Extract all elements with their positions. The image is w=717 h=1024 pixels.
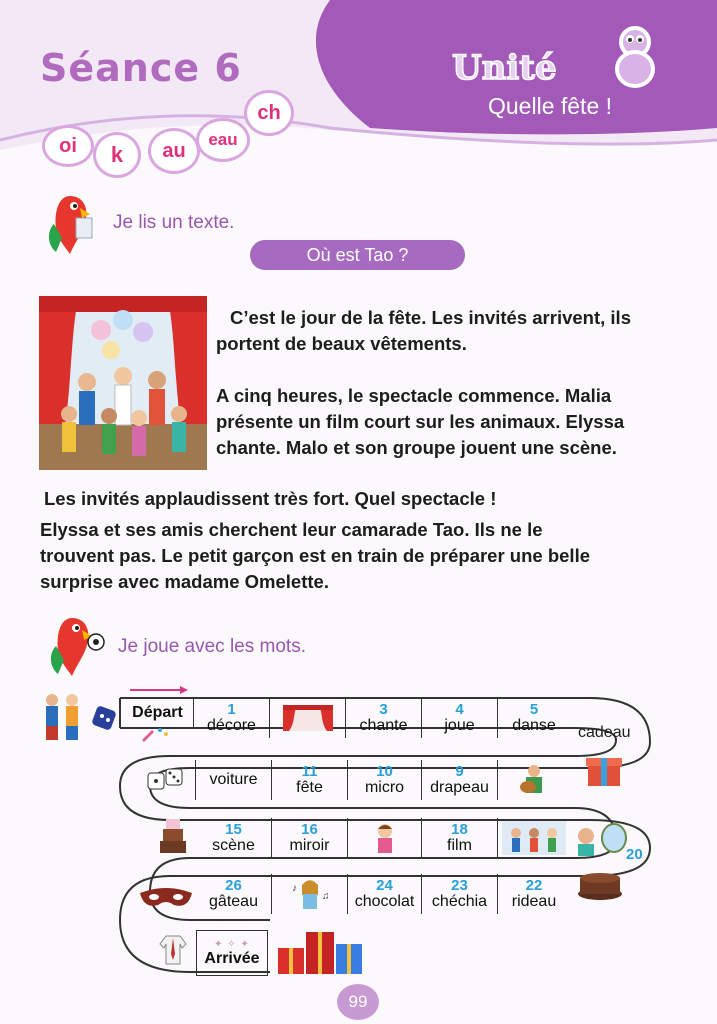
cell-number: 24 bbox=[376, 876, 393, 894]
svg-text:♪: ♪ bbox=[291, 883, 297, 894]
cell-word: scène bbox=[212, 836, 255, 854]
cell-word: joue bbox=[444, 716, 475, 734]
band-icon bbox=[502, 821, 566, 855]
board-cell-10 bbox=[348, 760, 422, 800]
board-cell-26 bbox=[196, 874, 272, 914]
guitar-player-icon bbox=[514, 763, 554, 797]
reading-section-title: Je lis un texte. bbox=[113, 212, 235, 233]
cell-word: gâteau bbox=[209, 892, 258, 910]
cell-word: micro bbox=[364, 778, 405, 796]
cell-number: 3 bbox=[379, 700, 388, 718]
board-cell-cadeau: cadeau bbox=[578, 724, 631, 741]
board-cell-mask bbox=[136, 878, 196, 918]
board-cell-17 bbox=[348, 818, 422, 858]
cell-number: 5 bbox=[529, 700, 539, 718]
sound-bubble-k: k bbox=[93, 132, 141, 178]
start-arrow-head bbox=[180, 686, 188, 694]
game-section-title: Je joue avec les mots. bbox=[118, 636, 306, 657]
board-cell-finish bbox=[196, 930, 268, 976]
unit-number: 8 bbox=[635, 80, 636, 81]
gift-icon bbox=[584, 748, 624, 788]
cell-number: 26 bbox=[225, 876, 242, 894]
board-cell-3 bbox=[346, 698, 422, 738]
cell-word: drapeau bbox=[430, 778, 489, 796]
party-stage-illustration bbox=[39, 296, 207, 470]
story-paragraph-4: Elyssa et ses amis cherchent leur camarade Tao. Ils ne le trouvent pas. Le petit garçon est en train de préparer une belle surprise avec madame Omelette. bbox=[40, 519, 590, 592]
story-paragraph-2: A cinq heures, le spectacle commence. Malia présente un film court sur les animaux. Elyssa chante. Malo et son groupe jouent une scène. bbox=[216, 385, 625, 458]
cell-number: 1 bbox=[227, 700, 236, 718]
cell-number: 11 bbox=[301, 762, 318, 780]
cell-number: 16 bbox=[301, 820, 318, 838]
shirt-icon bbox=[158, 934, 188, 966]
mask-icon bbox=[138, 885, 194, 911]
board-cell-1 bbox=[194, 698, 270, 738]
board-cell-16 bbox=[272, 818, 348, 858]
seance-title: Séance 6 bbox=[40, 46, 242, 90]
board-cell-8 bbox=[498, 760, 570, 800]
story-paragraph-3: Les invités applaudissent très fort. Quel spectacle ! bbox=[44, 488, 497, 509]
board-cell-25 bbox=[272, 874, 348, 914]
cell-number: 23 bbox=[451, 876, 468, 894]
board-cell-4 bbox=[422, 698, 498, 738]
sound-bubble-au: au bbox=[148, 128, 200, 174]
board-cell-shirt bbox=[150, 930, 196, 970]
story-paragraph-1: C’est le jour de la fête. Les invités arrivent, ils portent de beaux vêtements. bbox=[216, 307, 631, 354]
board-cell-start bbox=[122, 698, 194, 728]
board-cell-5 bbox=[498, 698, 570, 738]
page-number: 99 bbox=[337, 984, 379, 1020]
confetti-icon: ✦ ✧ ✦ bbox=[214, 938, 250, 950]
sound-bubble-ch: ch bbox=[244, 90, 294, 136]
cake-icon bbox=[156, 815, 190, 855]
stage-icon bbox=[281, 703, 335, 733]
children-players-icon bbox=[40, 690, 124, 748]
board-cell-23 bbox=[422, 874, 498, 914]
cell-word: chante bbox=[359, 716, 408, 734]
board-cell-20-number: 20 bbox=[626, 846, 643, 863]
parrot-reading-icon bbox=[40, 188, 100, 260]
unit-theme: Quelle fête ! bbox=[488, 93, 613, 119]
unit-label: Unité bbox=[452, 48, 557, 88]
board-cell-24 bbox=[348, 874, 422, 914]
gifts-pile-icon bbox=[276, 926, 364, 976]
story-title: Où est Tao ? bbox=[250, 240, 465, 270]
cell-word: décore bbox=[207, 716, 256, 734]
cell-word: film bbox=[447, 836, 472, 854]
girl-icon bbox=[370, 821, 400, 855]
board-cell-dice bbox=[136, 760, 196, 800]
cell-number: 4 bbox=[455, 700, 464, 718]
board-cell-9 bbox=[422, 760, 498, 800]
cell-word: miroir bbox=[289, 836, 330, 854]
sound-bubble-eau: eau bbox=[196, 118, 250, 162]
cell-word: Arrivée bbox=[204, 949, 260, 967]
cell-word: voiture bbox=[209, 771, 258, 788]
children-mirror-icon bbox=[574, 822, 630, 858]
board-cell-cake bbox=[150, 810, 196, 860]
board-cell-18 bbox=[422, 818, 498, 858]
cell-word: chocolat bbox=[354, 892, 415, 910]
dice-icon bbox=[146, 765, 186, 795]
cell-word: chéchia bbox=[431, 892, 488, 910]
board-cell-voiture bbox=[196, 760, 272, 800]
chechia-icon bbox=[576, 870, 624, 902]
cell-number: 15 bbox=[225, 820, 242, 838]
parrot-ball-icon bbox=[44, 612, 106, 680]
svg-text:♫: ♫ bbox=[321, 891, 329, 902]
singer-icon bbox=[290, 877, 330, 911]
cell-word: Départ bbox=[132, 704, 183, 721]
sound-bubble-oi: oi bbox=[42, 125, 94, 167]
cell-number: 10 bbox=[376, 762, 393, 780]
unit-number-badge bbox=[610, 22, 660, 88]
confetti-popper-icon bbox=[140, 726, 170, 742]
cell-number: 22 bbox=[525, 876, 543, 894]
cell-word: fête bbox=[296, 778, 323, 796]
board-cell-15 bbox=[196, 818, 272, 858]
cell-number: 9 bbox=[455, 762, 464, 780]
board-cell-19 bbox=[498, 818, 570, 858]
board-cell-11 bbox=[272, 760, 348, 800]
board-cell-2 bbox=[270, 698, 346, 738]
cell-word: danse bbox=[512, 716, 556, 734]
cell-word: rideau bbox=[511, 892, 557, 910]
cell-number: 18 bbox=[451, 820, 468, 838]
board-cell-22 bbox=[498, 874, 570, 914]
